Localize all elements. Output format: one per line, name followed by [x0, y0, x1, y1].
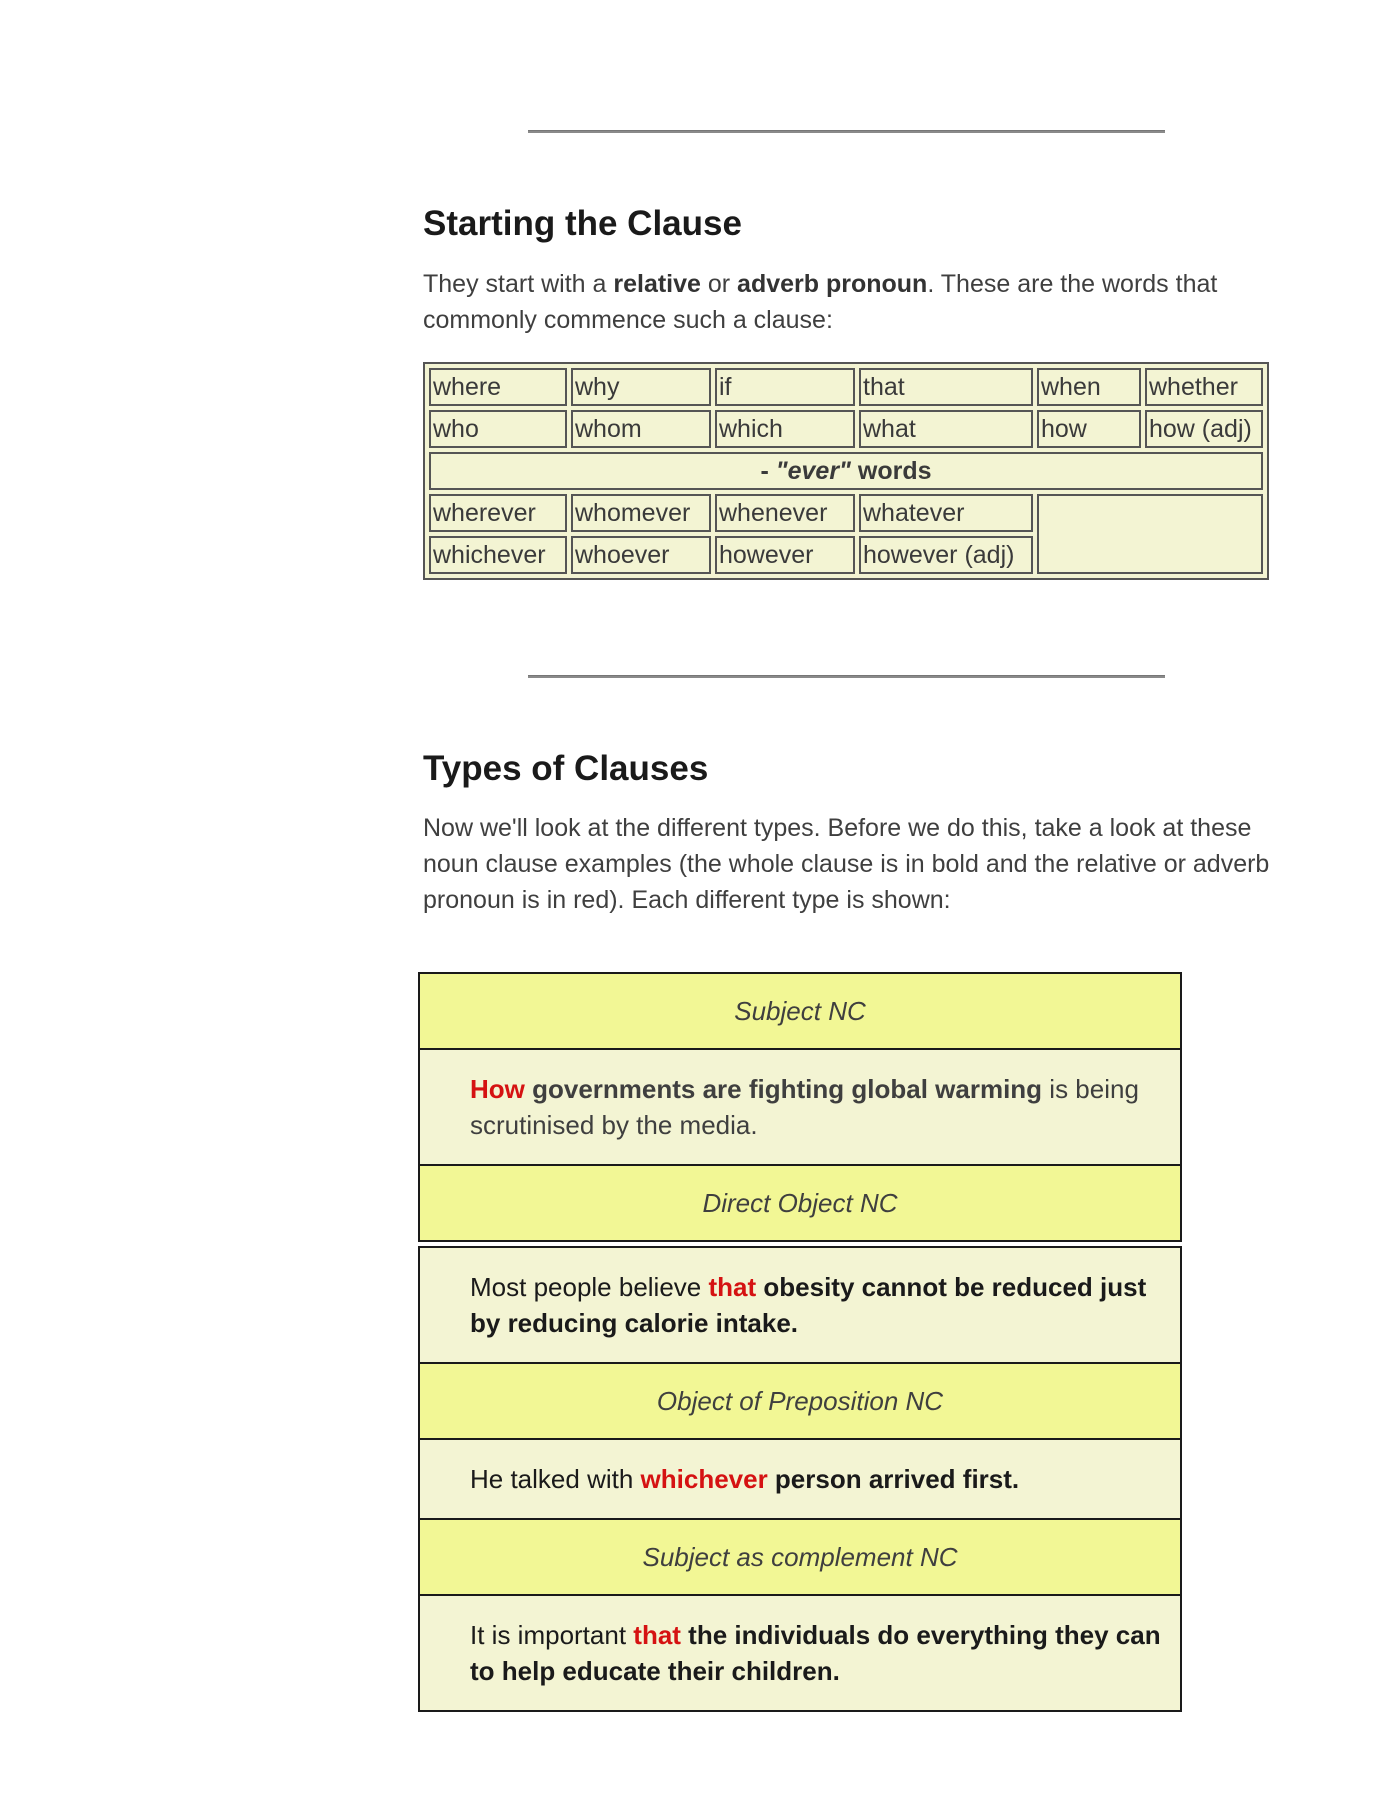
- pronoun-highlight: that: [633, 1620, 681, 1650]
- horizontal-rule-middle: [528, 675, 1165, 678]
- ever-italic: "ever": [775, 457, 851, 485]
- table-row: [429, 368, 1263, 406]
- clause-bold: person arrived first.: [767, 1464, 1020, 1494]
- clause-example: [418, 1246, 1182, 1364]
- empty-cell: [1037, 494, 1263, 574]
- clause-example: [418, 1594, 1182, 1712]
- intro-text: . These are the words that commonly commence such a clause:: [423, 270, 1218, 334]
- word-cell: which: [715, 410, 855, 448]
- ever-prefix: -: [760, 457, 776, 485]
- example-sentence: [470, 1071, 1180, 1143]
- word-cell: how: [1037, 410, 1141, 448]
- word-cell: whenever: [715, 494, 855, 532]
- pronoun-word-table: [423, 362, 1269, 580]
- word-cell: what: [859, 410, 1033, 448]
- ever-suffix: words: [850, 457, 932, 485]
- word-cell: who: [429, 410, 567, 448]
- pronoun-highlight: How: [470, 1074, 525, 1104]
- intro-bold-relative: relative: [613, 270, 701, 298]
- sentence-text: is being scrutinised by the media.: [470, 1074, 1139, 1140]
- pronoun-highlight: whichever: [640, 1464, 768, 1494]
- word-cell: how (adj): [1145, 410, 1263, 448]
- word-cell: whether: [1145, 368, 1263, 406]
- word-cell: if: [715, 368, 855, 406]
- sentence-text: It is important: [470, 1620, 634, 1650]
- word-cell: that: [859, 368, 1033, 406]
- word-cell: where: [429, 368, 567, 406]
- clause-example: [418, 1048, 1182, 1166]
- heading-types-of-clauses: Types of Clauses: [423, 749, 709, 788]
- word-cell: when: [1037, 368, 1141, 406]
- word-cell: whoever: [571, 536, 711, 574]
- example-sentence: [470, 1617, 1180, 1689]
- sentence-text: Most people believe: [470, 1272, 709, 1302]
- intro-text: or: [700, 270, 738, 298]
- noun-clause-examples-table: [418, 972, 1182, 1712]
- word-cell: wherever: [429, 494, 567, 532]
- intro-bold-adverb-pronoun: adverb pronoun: [737, 270, 928, 298]
- intro-text: They start with a: [423, 270, 614, 298]
- clause-type-heading: Direct Object NC: [418, 1164, 1182, 1242]
- pronoun-highlight: that: [708, 1272, 757, 1302]
- clause-type-heading: Subject as complement NC: [418, 1518, 1182, 1596]
- clause-bold: obesity cannot be reduced just by reducing calorie intake.: [470, 1272, 1147, 1338]
- word-cell: whomever: [571, 494, 711, 532]
- table-row: [429, 452, 1263, 490]
- clause-type-heading: Subject NC: [418, 972, 1182, 1050]
- ever-words-header: [429, 452, 1263, 490]
- word-cell: however (adj): [859, 536, 1033, 574]
- example-sentence: [470, 1461, 1019, 1497]
- table-row: [429, 410, 1263, 448]
- horizontal-rule-top: [528, 130, 1165, 133]
- word-cell: why: [571, 368, 711, 406]
- word-cell: however: [715, 536, 855, 574]
- word-cell: whom: [571, 410, 711, 448]
- clause-bold: the individuals do everything they can to help educate their children.: [470, 1620, 1161, 1686]
- clause-type-heading: Object of Preposition NC: [418, 1362, 1182, 1440]
- intro-paragraph: [423, 266, 1263, 338]
- types-intro-paragraph: Now we'll look at the different types. Before we do this, take a look at these noun clause examples (the whole clause is in bold and the relative or adverb pronoun is in red). Each different type is shown:: [423, 814, 1270, 914]
- word-cell: whichever: [429, 536, 567, 574]
- heading-starting-the-clause: Starting the Clause: [423, 204, 742, 243]
- table-row: [429, 494, 1263, 532]
- sentence-text: He talked with: [470, 1464, 641, 1494]
- example-sentence: [470, 1269, 1180, 1341]
- clause-example: [418, 1438, 1182, 1520]
- clause-bold: governments are fighting global warming: [524, 1074, 1043, 1104]
- word-cell: whatever: [859, 494, 1033, 532]
